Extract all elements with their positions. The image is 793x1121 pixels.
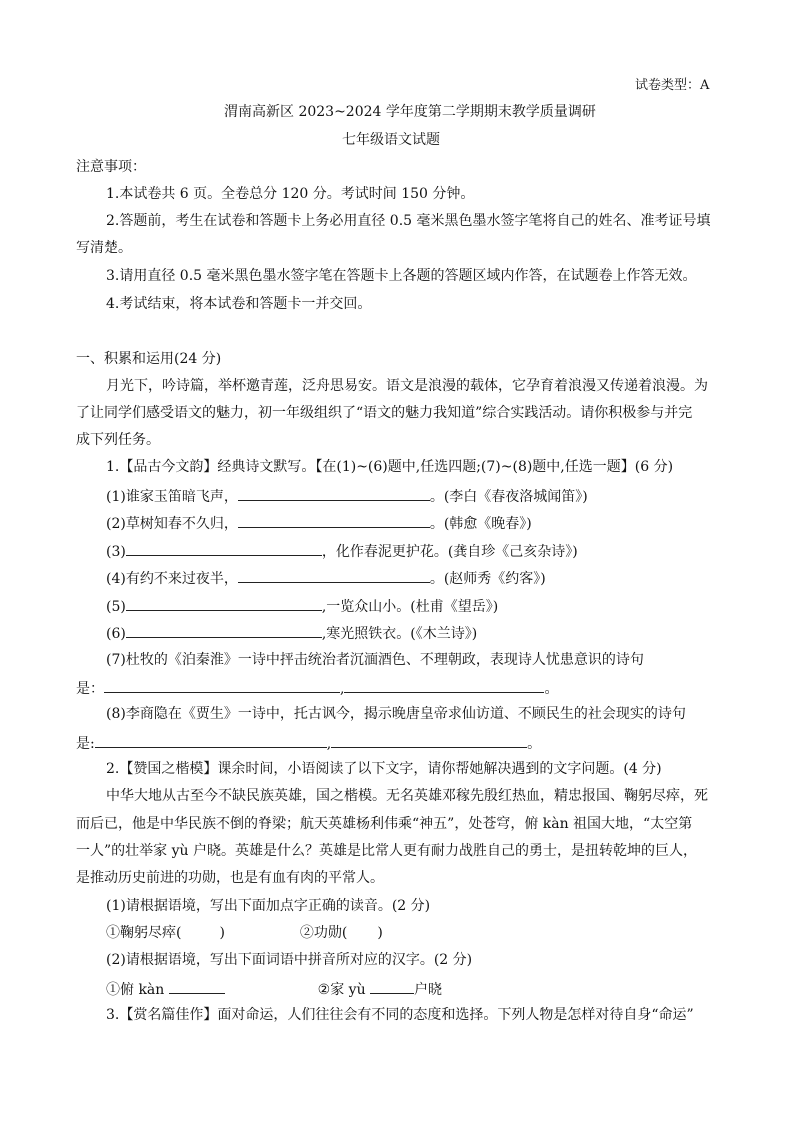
q1-item-8-answer xyxy=(76,732,541,754)
q1-item-5 xyxy=(106,595,498,617)
answer-blank[interactable] xyxy=(238,567,430,583)
q1-item-4-before: (4)有约不来过夜半， xyxy=(106,571,238,587)
q1-item-1-after: 。(李白《春夜洛城闻笛》) xyxy=(429,489,588,505)
q1-item-1-before: (1)谁家玉笛暗飞声， xyxy=(106,489,238,505)
q1-item-5-after: ,一览众山小。(杜甫《望岳》) xyxy=(321,599,499,615)
note-2-cont: 写清楚。 xyxy=(76,240,132,256)
q2-passage-2: 而后已，他是中华民族不倒的脊梁；航天英雄杨利伟乘“神五”，处苍穹，俯 kàn 祖国大地，“太空第 xyxy=(76,816,693,832)
comma: , xyxy=(340,681,345,697)
q1-item-8-prefix: 是: xyxy=(76,736,95,752)
q2-sub2-b-tail: 户晓 xyxy=(414,982,443,998)
q1-stem: 1.【品古今文韵】经典诗文默写。【在(1)~(6)题中,任选四题;(7)~(8)题中,任选一题】(6 分) xyxy=(106,459,674,475)
intro-line-3: 成下列任务。 xyxy=(76,432,160,448)
note-3: 3.请用直径 0.5 毫米黑色墨水签字笔在答题卡上各题的答题区域内作答，在试题卷上作答无效。 xyxy=(106,268,697,284)
q1-item-8-text: (8)李商隐在《贾生》一诗中，托古讽今，揭示晚唐皇帝求仙访道、不顾民生的社会现实的诗句 xyxy=(106,706,686,722)
q1-item-3-before: (3) xyxy=(106,544,126,560)
answer-blank[interactable] xyxy=(126,540,322,556)
exam-type: 试卷类型：A xyxy=(635,78,710,93)
answer-blank[interactable] xyxy=(344,677,544,693)
intro-line-1: 月光下，吟诗篇，举杯邀青莲，泛舟思易安。语文是浪漫的载体，它孕育着浪漫又传递着浪漫。为 xyxy=(106,378,708,394)
answer-blank[interactable] xyxy=(104,677,340,693)
note-2: 2.答题前，考生在试卷和答题卡上务必用直径 0.5 毫米黑色墨水签字笔将自己的姓名、准考证号填 xyxy=(106,213,711,229)
note-4: 4.考试结束，将本试卷和答题卡一并交回。 xyxy=(106,296,372,312)
close-paren: ) xyxy=(219,925,225,941)
q3-stem: 3.【赏名篇佳作】面对命运，人们往往会有不同的态度和选择。下列人物是怎样对待自身“命运” xyxy=(106,1007,694,1023)
comma: , xyxy=(326,736,332,752)
q2-stem: 2.【赞国之楷模】课余时间，小语阅读了以下文字，请你帮她解决遇到的文字问题。(4 分) xyxy=(106,761,662,777)
answer-blank[interactable] xyxy=(169,978,225,994)
answer-blank[interactable] xyxy=(331,732,527,748)
intro-line-2: 了让同学们感受语文的魅力，初一年级组织了“语文的魅力我知道”综合实践活动。请你积极参与并完 xyxy=(76,405,693,421)
page-title: 渭南高新区 2023~2024 学年度第二学期期末教学质量调研 xyxy=(224,104,596,120)
q2-sub1-b: ②功勋( xyxy=(299,925,348,941)
section-heading: 一、积累和运用(24 分) xyxy=(76,351,222,367)
q1-item-6-before: (6) xyxy=(106,626,126,642)
q1-item-4 xyxy=(106,567,546,589)
q1-item-3 xyxy=(106,540,578,562)
q1-item-6-after: ,寒光照铁衣。(《木兰诗》) xyxy=(321,626,478,642)
q1-item-2-before: (2)草树知春不久归， xyxy=(106,516,238,532)
answer-blank[interactable] xyxy=(95,732,327,748)
q1-item-2-after: 。(韩愈《晚春》) xyxy=(429,516,532,532)
answer-blank[interactable] xyxy=(238,485,430,501)
q2-sub1: (1)请根据语境，写出下面加点字正确的读音。(2 分) xyxy=(106,898,431,914)
notes-heading: 注意事项： xyxy=(76,159,146,175)
q2-sub2-b: ②家 yù xyxy=(317,982,366,998)
note-1: 1.本试卷共 6 页。全卷总分 120 分。考试时间 150 分钟。 xyxy=(106,186,475,202)
q2-passage-1: 中华大地从古至今不缺民族英雄，国之楷模。无名英雄邓稼先殷红热血，精忠报国、鞠躬尽瘁，死 xyxy=(106,788,708,804)
q2-passage-4: 是推动历史前进的功勋，也是有血有肉的平常人。 xyxy=(76,870,384,886)
q2-sub1-items xyxy=(106,923,383,943)
q2-sub2-a: ①俯 kàn xyxy=(106,982,165,998)
q1-item-7-answer xyxy=(76,677,558,699)
period: 。 xyxy=(544,681,559,697)
q2-sub2-items xyxy=(106,978,442,1000)
answer-blank[interactable] xyxy=(238,512,430,528)
q1-item-2 xyxy=(106,512,532,534)
q2-passage-3: 一人”的壮举家 yù 户晓。英雄是什么？英雄是比常人更有耐力战胜自己的勇士，是扭转乾坤的巨人， xyxy=(76,843,697,859)
q1-item-5-before: (5) xyxy=(106,599,126,615)
answer-blank[interactable] xyxy=(370,978,414,994)
q1-item-1 xyxy=(106,485,588,507)
q1-item-6 xyxy=(106,622,477,644)
q1-item-4-after: 。(赵师秀《约客》) xyxy=(429,571,546,587)
answer-blank[interactable] xyxy=(126,622,322,638)
q2-sub1-a: ①鞠躬尽瘁( xyxy=(106,925,182,941)
q1-item-3-after: ，化作春泥更护花。(龚自珍《己亥杂诗》) xyxy=(321,544,578,560)
close-paren: ) xyxy=(377,925,383,941)
period: 。 xyxy=(527,736,542,752)
answer-blank[interactable] xyxy=(126,595,322,611)
q1-item-7-prefix: 是： xyxy=(76,681,104,697)
q2-sub2: (2)请根据语境，写出下面词语中拼音所对应的汉字。(2 分) xyxy=(106,952,473,968)
q1-item-7-text: (7)杜牧的《泊秦淮》一诗中抨击统治者沉湎酒色、不理朝政，表现诗人忧患意识的诗句 xyxy=(106,652,644,668)
page-subtitle: 七年级语文试题 xyxy=(342,132,440,148)
